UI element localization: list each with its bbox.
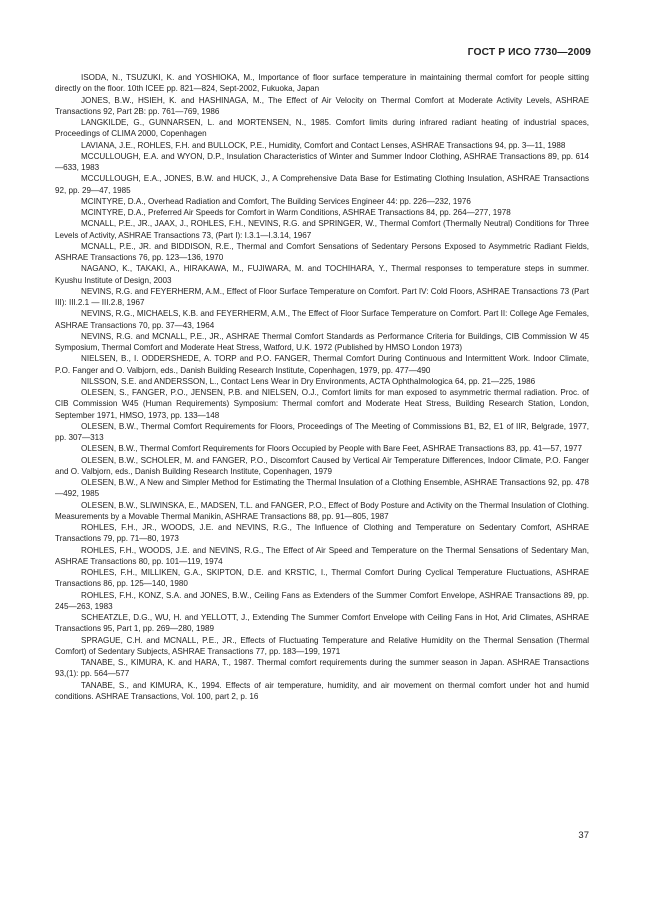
page-number: 37	[578, 830, 589, 841]
reference-entry: MCCULLOUGH, E.A., JONES, B.W. and HUCK, J., A Comprehensive Data Base for Estimating Clothing Insulation, ASHRAE Transactions 92, pp. 29—47, 1985	[55, 174, 589, 195]
reference-entry: NILSSON, S.E. and ANDERSSON, L., Contact Lens Wear in Dry Environments, ACTA Ophthalmologica 64, pp. 21—225, 1986	[81, 376, 536, 386]
reference-entry: NEVINS, R.G., MICHAELS, K.B. and FEYERHERM, A.M., The Effect of Floor Surface Temperature on Comfort. Part II: College Age Females, ASHRAE Transactions 70, pp. 37—43, 1964	[55, 309, 589, 330]
reference-entry: JONES, B.W., HSIEH, K. and HASHINAGA, M., The Effect of Air Velocity on Thermal Comfort at Moderate Activity Levels, ASHRAE Transactions 92, Part 2B: pp. 761—769, 1986	[55, 95, 589, 116]
reference-entry: LANGKILDE, G., GUNNARSEN, L. and MORTENSEN, N., 1985. Comfort limits during infrared radiant heating of industrial spaces, Proceedings of CLIMA 2000, Copenhagen	[55, 118, 589, 139]
reference-entry: ROHLES, F.H., WOODS, J.E. and NEVINS, R.G., The Effect of Air Speed and Temperature on the Thermal Sensations of Sedentary Man, ASHRAE Transactions 80, pp. 101—119, 1974	[55, 545, 589, 566]
reference-entry: NEVINS, R.G. and FEYERHERM, A.M., Effect of Floor Surface Temperature on Comfort. Part IV: Cold Floors, ASHRAE Transactions 73 (Part III): III.2.1 — III.2.8, 1967	[55, 286, 589, 307]
reference-entry: OLESEN, B.W., Thermal Comfort Requirements for Floors, Proceedings of The Meeting of Commissions B1, B2, E1 of IIR, Belgrade, 1977, pp. 307—313	[55, 421, 589, 442]
reference-entry: OLESEN, S., FANGER, P.O., JENSEN, P.B. and NIELSEN, O.J., Comfort limits for man exposed to asymmetric thermal radiation. Proc. of CIB Commission W45 (Human Requirements) Symposium: Thermal comfort and Moderate Heat Stress, Building Research Station, London, September 1971, HMSO, 1973, pp. 133—148	[55, 388, 589, 420]
reference-entry: MCNALL, P.E., JR. and BIDDISON, R.E., Thermal and Comfort Sensations of Sedentary Persons Exposed to Asymmetric Radiant Fields, ASHRAE Transactions 76, pp. 123—136, 1970	[55, 241, 589, 262]
reference-list	[55, 72, 589, 702]
document-code-header: ГОСТ Р ИСО 7730—2009	[467, 47, 591, 58]
reference-entry: ROHLES, F.H., MILLIKEN, G.A., SKIPTON, D.E. and KRSTIC, I., Thermal Comfort During Cyclical Temperature Fluctuations, ASHRAE Transactions 86, pp. 125—140, 1980	[55, 568, 589, 589]
reference-entry: NIELSEN, B., I. ODDERSHEDE, A. TORP and P.O. FANGER, Thermal Comfort During Continuous and Intermittent Work. Indoor Climate, P.O. Fanger and O. Valbjorn, eds., Danish Building Research Institute, Copenhagen, 1979, pp. 477—490	[55, 354, 589, 375]
reference-entry: MCCULLOUGH, E.A. and WYON, D.P., Insulation Characteristics of Winter and Summer Indoor Clothing, ASHRAE Transactions 89, pp. 614—633, 1983	[55, 151, 589, 172]
reference-entry: OLESEN, B.W., A New and Simpler Method for Estimating the Thermal Insulation of a Clothing Ensemble, ASHRAE Transactions 92, pp. 478—492, 1985	[55, 478, 589, 499]
reference-entry: MCINTYRE, D.A., Overhead Radiation and Comfort, The Building Services Engineer 44: pp. 226—232, 1976	[81, 196, 471, 206]
reference-entry: OLESEN, B.W., SCHOLER, M. and FANGER, P.O., Discomfort Caused by Vertical Air Temperature Differences, Indoor Climate, P.O. Fanger and O. Valbjorn, eds., Danish Building Research Institute, Copenhagen, 1979	[55, 455, 589, 476]
reference-entry: MCINTYRE, D.A., Preferred Air Speeds for Comfort in Warm Conditions, ASHRAE Transactions 84, pp. 264—277, 1978	[81, 208, 511, 217]
reference-entry: ROHLES, F.H., KONZ, S.A. and JONES, B.W., Ceiling Fans as Extenders of the Summer Comfort Envelope, ASHRAE Transactions 89, pp. 245—263, 1983	[55, 590, 589, 611]
reference-entry: SPRAGUE, C.H. and MCNALL, P.E., JR., Effects of Fluctuating Temperature and Relative Humidity on the Thermal Sensation (Thermal Comfort) of Sedentary Subjects, ASHRAE Transactions 77, pp. 183—199, 1971	[55, 635, 589, 656]
reference-entry: SCHEATZLE, D.G., WU, H. and YELLOTT, J., Extending The Summer Comfort Envelope with Ceiling Fans in Hot, Arid Climates, ASHRAE Transactions 95, Part 1, pp. 269—280, 1989	[55, 613, 589, 634]
reference-entry: TANABE, S., KIMURA, K. and HARA, T., 1987. Thermal comfort requirements during the summer season in Japan. ASHRAE Transactions 93,(1): pp. 564—577	[55, 658, 589, 679]
reference-entry: ROHLES, F.H., JR., WOODS, J.E. and NEVINS, R.G., The Influence of Clothing and Temperature on Sedentary Comfort, ASHRAE Transactions 79, pp. 71—80, 1973	[55, 523, 589, 544]
reference-entry: MCNALL, P.E., JR., JAAX, J., ROHLES, F.H., NEVINS, R.G. and SPRINGER, W., Thermal Comfort (Thermally Neutral) Conditions for Three Levels of Activity, ASHRAE Transactions 73, (Part I): I.3.1—I.3.14, 1967	[55, 219, 589, 240]
reference-entry: ISODA, N., TSUZUKI, K. and YOSHIOKA, M., Importance of floor surface temperature in maintaining thermal comfort for people sitting directly on the floor. 10th ICEE pp. 821—824, Sept-2002, Fukuoka, Japan	[55, 73, 589, 94]
reference-entry: OLESEN, B.W., SLIWINSKA, E., MADSEN, T.L. and FANGER, P.O., Effect of Body Posture and Activity on the Thermal Insulation of Clothing. Measurements by a Movable Thermal Manikin, ASHRAE Transactions 88, pp. 91—805, 1987	[55, 500, 589, 521]
reference-entry: NAGANO, K., TAKAKI, A., HIRAKAWA, M., FUJIWARA, M. and TOCHIHARA, Y., Thermal responses to temperature steps in summer. Kyushu Institute of Design, 2003	[55, 264, 589, 285]
reference-entry: TANABE, S., and KIMURA, K., 1994. Effects of air temperature, humidity, and air movement on thermal comfort under hot and humid conditions. ASHRAE Transactions, Vol. 100, part 2, p. 16	[55, 680, 589, 701]
reference-entry: NEVINS, R.G. and MCNALL, P.E., JR., ASHRAE Thermal Comfort Standards as Performance Criteria for Buildings, CIB Commission W 45 Symposium, Thermal Comfort and Moderate Heat Stress, Watford, U.K. 1972 (Published by HMSO London 1973)	[55, 331, 589, 352]
reference-entry: LAVIANA, J.E., ROHLES, F.H. and BULLOCK, P.E., Humidity, Comfort and Contact Lenses, ASHRAE Transactions 94, pp. 3—11, 1988	[81, 140, 566, 150]
reference-entry: OLESEN, B.W., Thermal Comfort Requirements for Floors Occupied by People with Bare Feet, ASHRAE Transactions 83, pp. 41—57, 1977	[81, 444, 582, 454]
